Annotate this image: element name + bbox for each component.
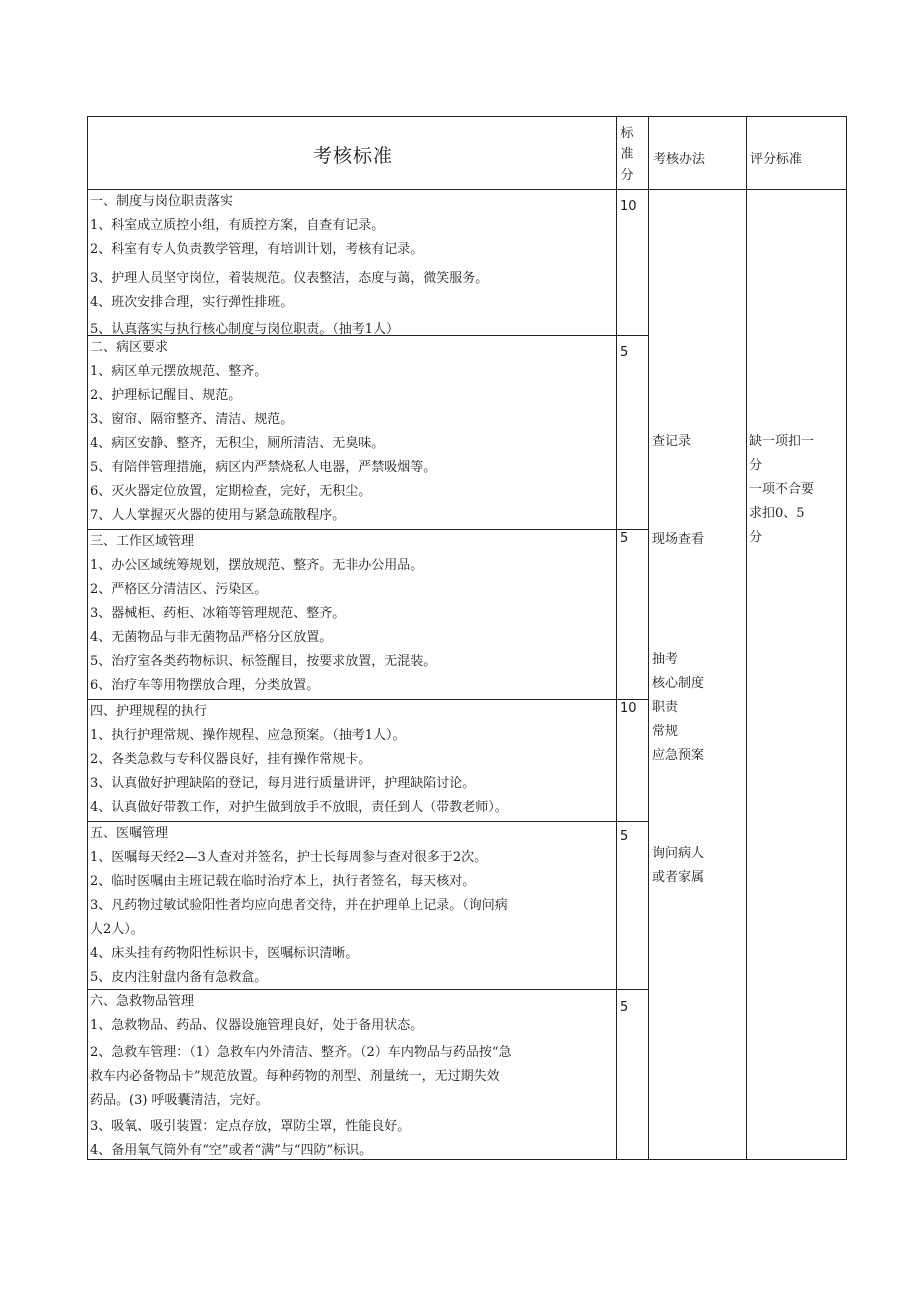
list-item: 2、科室有专人负责教学管理，有培训计划，考核有记录。	[90, 242, 424, 257]
section-institution	[90, 190, 617, 342]
header-method: 考核办法	[653, 152, 706, 167]
section-score: 5	[620, 829, 629, 844]
table-title: 考核标准	[312, 145, 393, 167]
list-item: 1、科室成立质控小组，有质控方案，自查有记录。	[90, 218, 385, 233]
list-item: 5、皮内注射盘内备有急救盒。	[90, 970, 268, 985]
list-item: 2、各类急救与专科仪器良好，挂有操作常规卡。	[90, 752, 372, 767]
section-heading: 五、医嘱管理	[90, 826, 169, 841]
method-onsite-inspection: 现场查看	[652, 532, 705, 547]
list-item: 3、吸氧、吸引装置：定点存放，罩防尘罩，性能良好。	[90, 1119, 411, 1134]
list-item: 4、床头挂有药物阳性标识卡，医嘱标识清晰。	[90, 946, 359, 961]
scoring-rule: 缺一项扣一 分 一项不合要 求扣0、5 分	[749, 434, 815, 545]
section-ward	[90, 336, 617, 528]
list-item: 3、凡药物过敏试验阳性者均应向患者交待，并在护理单上记录。（询问病	[90, 898, 508, 913]
list-item: 3、窗帘、隔帘整齐、清洁、规范。	[90, 412, 294, 427]
assessment-table	[87, 116, 847, 1160]
section-heading: 四、护理规程的执行	[90, 704, 208, 719]
method-check-records: 查记录	[652, 434, 692, 449]
column-divider	[648, 117, 649, 1159]
list-item: 1、医嘱每天经2—3人查对并签名，护士长每周参与查对很多于2次。	[90, 850, 488, 865]
section-heading: 六、急救物品管理	[90, 994, 195, 1009]
list-item: 6、灭火器定位放置，定期检查，完好，无积尘。	[90, 484, 372, 499]
list-item: 2、急救车管理：（1）急救车内外清洁、整齐。（2）车内物品与药品按“急	[90, 1045, 512, 1060]
section-score: 10	[620, 199, 637, 214]
header-score-column: 标 准 分	[620, 126, 634, 183]
header-rule: 评分标准	[750, 152, 803, 167]
column-divider	[746, 117, 747, 1159]
section-nursing-procedures	[90, 700, 617, 820]
list-item: 2、临时医嘱由主班记载在临时治疗本上，执行者签名，每天核对。	[90, 874, 476, 889]
list-item: 1、急救物品、药品、仪器设施管理良好，处于备用状态。	[90, 1018, 424, 1033]
section-score: 10	[620, 701, 637, 716]
list-item: 1、病区单元摆放规范、整齐。	[90, 364, 268, 379]
list-item: 救车内必备物品卡”规范放置。每种药物的剂型、剂量统一，无过期失效	[90, 1069, 500, 1084]
section-work-area	[90, 530, 617, 698]
list-item: 人2人）。	[90, 922, 144, 937]
list-item: 2、严格区分清洁区、污染区。	[90, 582, 268, 597]
section-heading: 一、制度与岗位职责落实	[90, 194, 234, 209]
section-heading: 三、工作区域管理	[90, 534, 195, 549]
section-medical-orders	[90, 822, 617, 990]
list-item: 3、认真做好护理缺陷的登记，每月进行质量讲评，护理缺陷讨论。	[90, 776, 476, 791]
list-item: 7、人人掌握灭火器的使用与紧急疏散程序。	[90, 508, 346, 523]
list-item: 4、无菌物品与非无菌物品严格分区放置。	[90, 630, 333, 645]
list-item: 药品。(3) 呼吸囊清洁，完好。	[90, 1093, 269, 1108]
list-item: 2、护理标记醒目、规范。	[90, 388, 242, 403]
list-item: 3、护理人员坚守岗位，着装规范。仪表整洁，态度与蔼，微笑服务。	[90, 271, 489, 286]
list-item: 5、有陪伴管理措施，病区内严禁烧私人电器，严禁吸烟等。	[90, 460, 437, 475]
list-item: 4、认真做好带教工作，对护生做到放手不放眼，责任到人（带教老师）。	[90, 800, 508, 815]
section-score: 5	[620, 345, 629, 360]
section-score: 5	[620, 531, 629, 546]
section-emergency-supplies	[90, 990, 617, 1163]
section-score: 5	[620, 1000, 629, 1015]
list-item: 5、认真落实与执行核心制度与岗位职责。（抽考1人）	[90, 322, 400, 337]
list-item: 4、班次安排合理，实行弹性排班。	[90, 295, 294, 310]
method-inquiry: 询问病人 或者家属	[652, 846, 705, 885]
list-item: 4、病区安静、整齐，无积尘，厕所清洁、无臭味。	[90, 436, 385, 451]
list-item: 5、治疗室各类药物标识、标签醒目，按要求放置，无混装。	[90, 654, 437, 669]
list-item: 6、治疗车等用物摆放合理，分类放置。	[90, 678, 320, 693]
list-item: 4、备用氧气筒外有“空”或者“满”与“四防”标识。	[90, 1143, 373, 1158]
list-item: 3、器械柜、药柜、冰箱等管理规范、整齐。	[90, 606, 346, 621]
list-item: 1、办公区域统筹规划，摆放规范、整齐。无非办公用品。	[90, 558, 424, 573]
section-heading: 二、病区要求	[90, 340, 169, 355]
list-item: 1、执行护理常规、操作规程、应急预案。（抽考1人）。	[90, 728, 406, 743]
method-exam: 抽考 核心制度 职责 常规 应急预案	[652, 652, 705, 763]
